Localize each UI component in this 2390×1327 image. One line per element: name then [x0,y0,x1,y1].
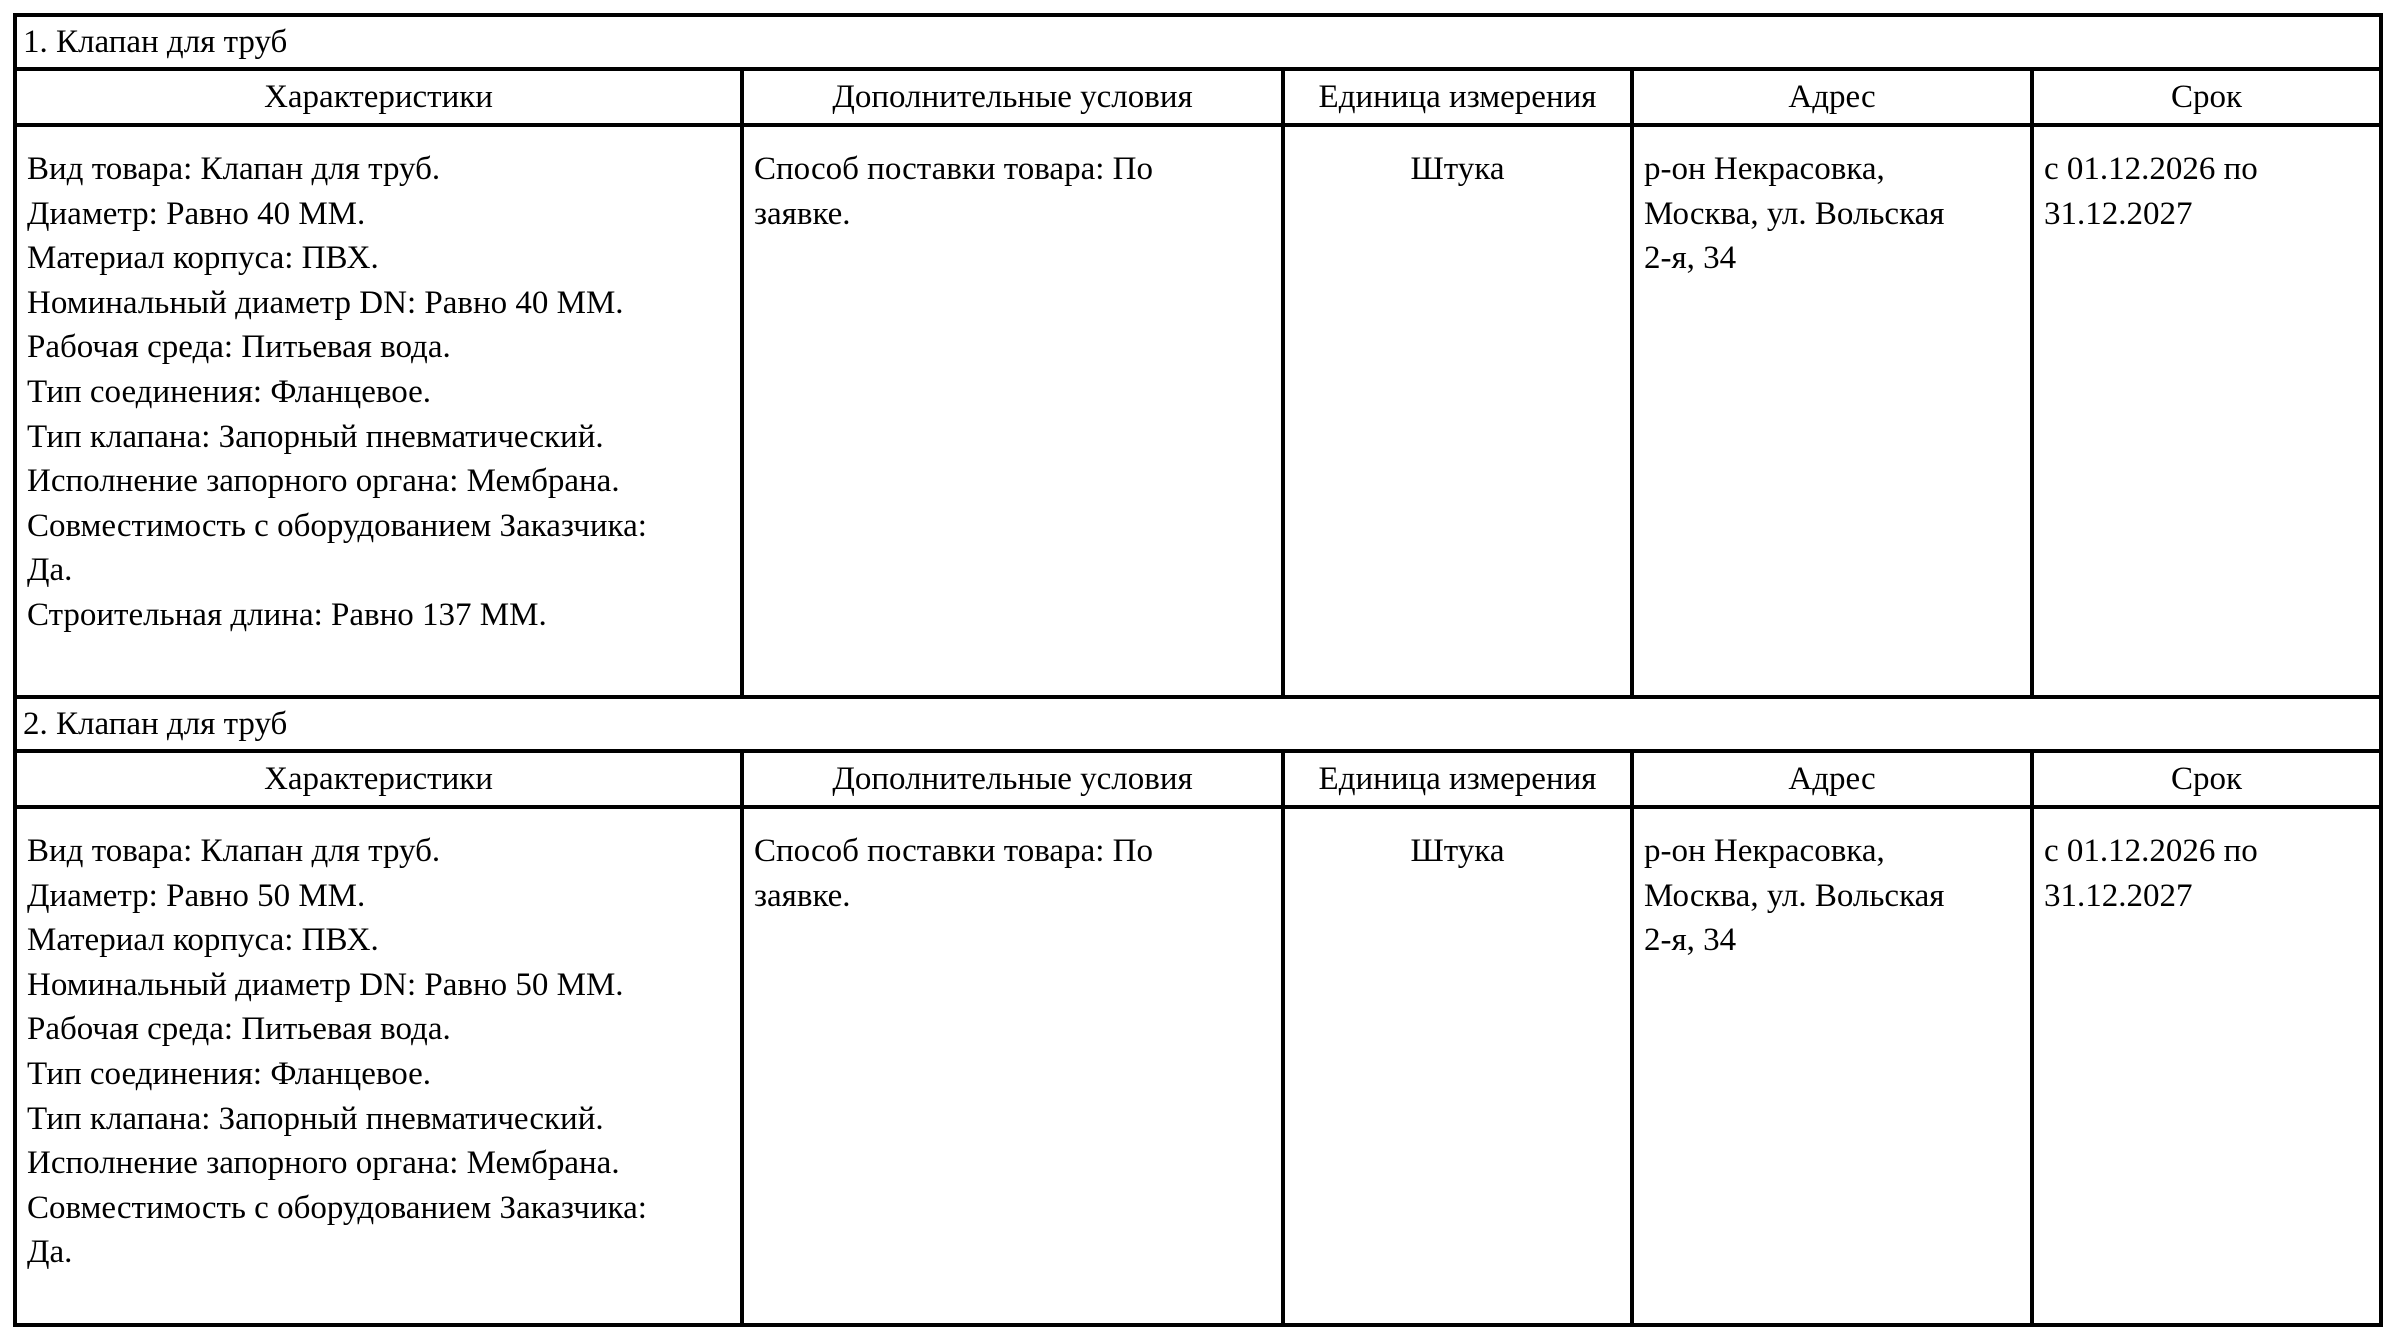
column-header-address: Адрес [1632,751,2032,807]
characteristics-line: Вид товара: Клапан для труб. [27,833,441,869]
unit-value: Штука [1410,833,1505,869]
characteristics-line: Совместимость с оборудованием Заказчика: [27,507,647,544]
cell-conditions [742,807,1283,1325]
cell-unit [1283,807,1632,1325]
cell-characteristics [15,807,742,1325]
conditions-line: Способ поставки товара: По [754,151,1153,187]
cell-address [1632,125,2032,697]
conditions-line: заявке. [754,877,851,914]
characteristics-line: Рабочая среда: Питьевая вода. [27,1011,451,1048]
characteristics-line: Тип клапана: Запорный пневматический. [27,418,604,455]
column-header-term: Срок [2032,69,2381,125]
specification-table-body [15,15,2381,1325]
characteristics-line: Диаметр: Равно 40 ММ. [27,195,366,232]
conditions-line: заявке. [754,195,851,232]
conditions-line: Способ поставки товара: По [754,833,1153,869]
column-header-unit: Единица измерения [1283,69,1632,125]
address-line: Москва, ул. Вольская [1644,877,1945,914]
characteristics-line: Да. [27,1234,73,1271]
address-line: 2-я, 34 [1644,922,1737,959]
characteristics-line: Тип соединения: Фланцевое. [27,1055,432,1092]
characteristics-line: Исполнение запорного органа: Мембрана. [27,463,620,500]
address-line: р-он Некрасовка, [1644,833,1885,869]
column-header-row [15,751,2381,807]
unit-value: Штука [1410,151,1505,187]
characteristics-line: Да. [27,552,73,589]
cell-unit [1283,125,1632,697]
column-header-row [15,69,2381,125]
characteristics-line: Номинальный диаметр DN: Равно 40 ММ. [27,284,624,321]
address-line: р-он Некрасовка, [1644,151,1885,187]
address-line: 2-я, 34 [1644,240,1737,277]
term-line: 31.12.2027 [2044,877,2193,914]
item-content-row [15,807,2381,1325]
item-title: 1. Клапан для труб [15,15,2381,69]
characteristics-line: Тип клапана: Запорный пневматический. [27,1100,604,1137]
characteristics-line: Совместимость с оборудованием Заказчика: [27,1189,647,1226]
specification-table [13,13,2383,1327]
characteristics-line: Исполнение запорного органа: Мембрана. [27,1145,620,1182]
column-header-characteristics: Характеристики [15,69,742,125]
item-title-row [15,15,2381,69]
term-line: с 01.12.2026 по [2044,151,2258,187]
cell-term [2032,807,2381,1325]
column-header-address: Адрес [1632,69,2032,125]
characteristics-line: Строительная длина: Равно 137 ММ. [27,596,547,633]
cell-term [2032,125,2381,697]
cell-characteristics [15,125,742,697]
characteristics-line: Вид товара: Клапан для труб. [27,151,441,187]
column-header-term: Срок [2032,751,2381,807]
characteristics-line: Материал корпуса: ПВХ. [27,240,379,277]
item-title: 2. Клапан для труб [15,697,2381,751]
term-line: 31.12.2027 [2044,195,2193,232]
characteristics-line: Рабочая среда: Питьевая вода. [27,329,451,366]
characteristics-line: Номинальный диаметр DN: Равно 50 ММ. [27,966,624,1003]
column-header-unit: Единица измерения [1283,751,1632,807]
procurement-document [13,13,2379,1327]
item-content-row [15,125,2381,697]
address-line: Москва, ул. Вольская [1644,195,1945,232]
column-header-conditions: Дополнительные условия [742,751,1283,807]
column-header-characteristics: Характеристики [15,751,742,807]
characteristics-line: Тип соединения: Фланцевое. [27,373,432,410]
characteristics-line: Материал корпуса: ПВХ. [27,922,379,959]
item-title-row [15,697,2381,751]
characteristics-line: Диаметр: Равно 50 ММ. [27,877,366,914]
cell-conditions [742,125,1283,697]
cell-address [1632,807,2032,1325]
term-line: с 01.12.2026 по [2044,833,2258,869]
column-header-conditions: Дополнительные условия [742,69,1283,125]
